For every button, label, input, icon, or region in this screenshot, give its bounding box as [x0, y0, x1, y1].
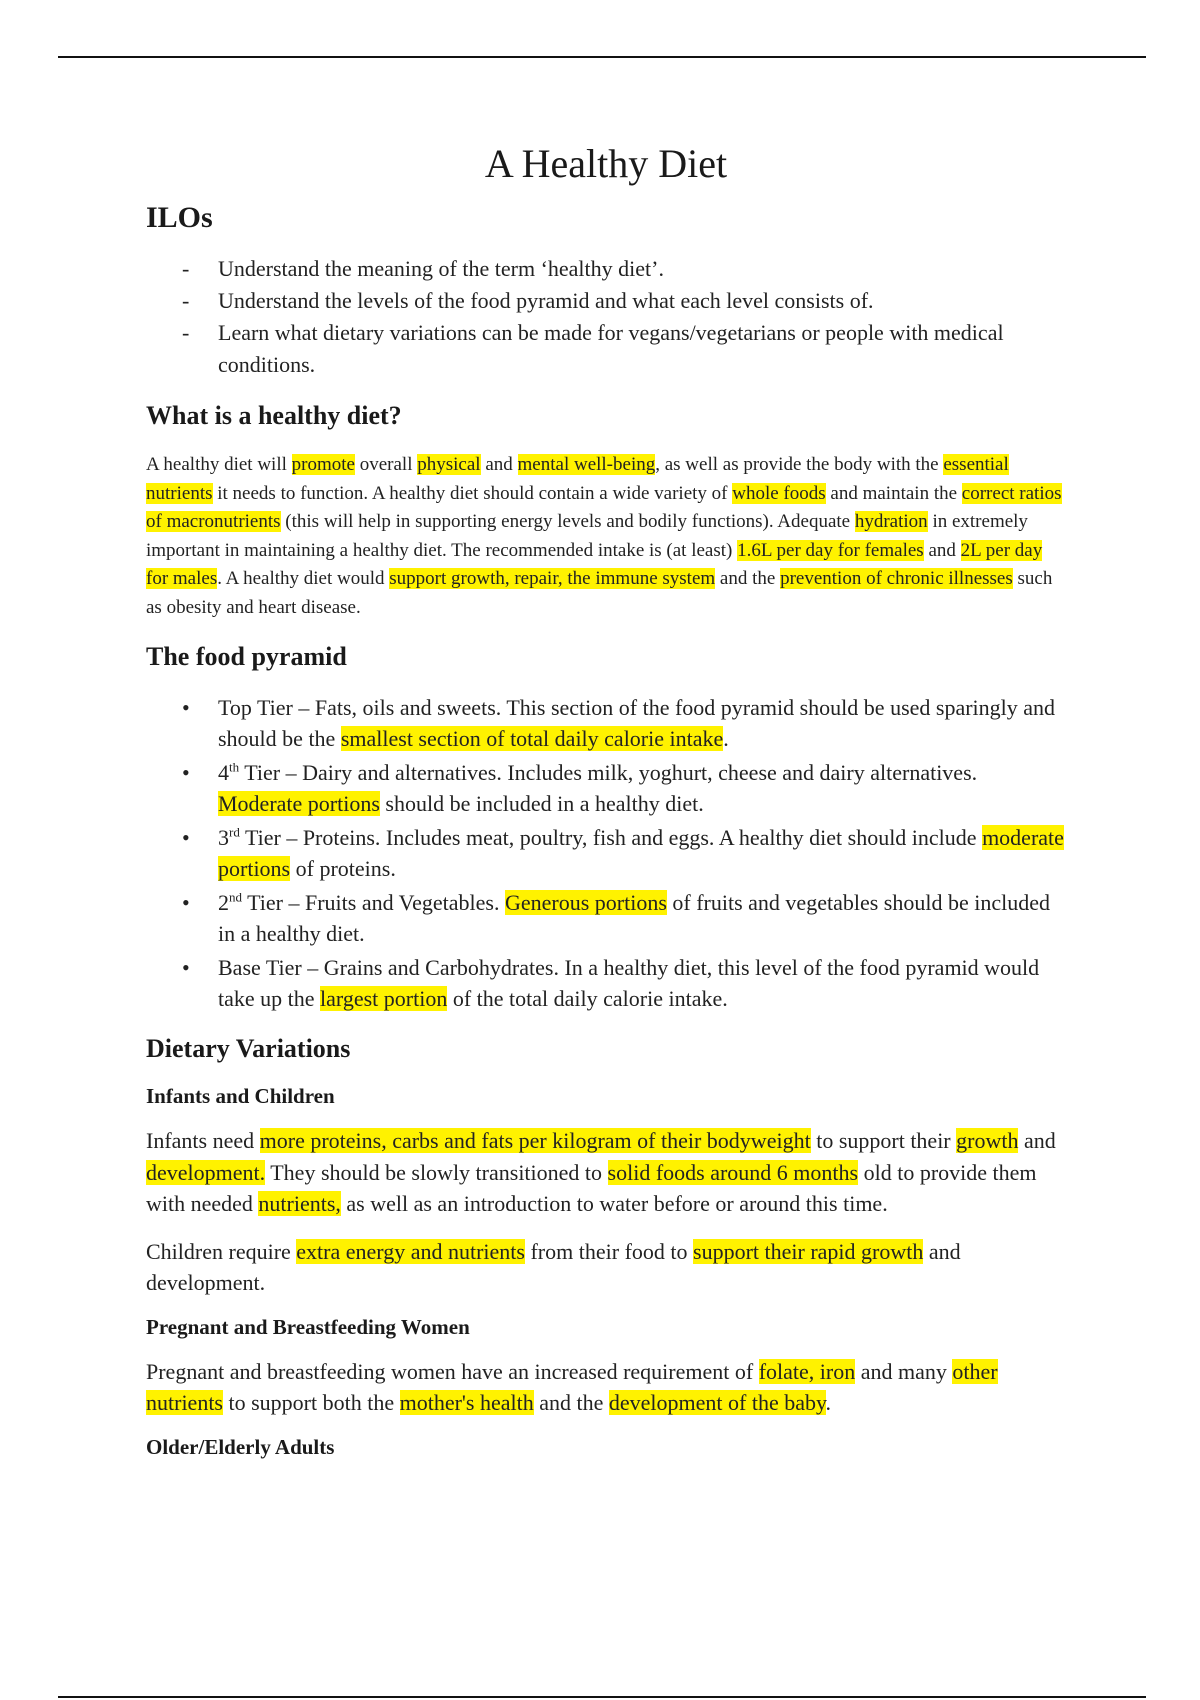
highlighted-text: other nutrients	[146, 1358, 998, 1415]
highlighted-text: folate, iron	[758, 1358, 856, 1384]
highlighted-text: hydration	[854, 511, 928, 532]
text-run: Tier – Fruits and Vegetables.	[242, 890, 505, 915]
text-run: to support both the	[223, 1390, 400, 1415]
text-run: Children require	[146, 1238, 297, 1264]
ilos-item: - Understand the meaning of the term ‘healthy diet’.	[218, 253, 1066, 285]
highlighted-text: essential nutrients	[146, 454, 1009, 504]
highlighted-text: Moderate portions	[218, 791, 380, 816]
text-run: and development.	[146, 1238, 961, 1295]
highlighted-text: growth	[956, 1128, 1019, 1153]
text-run: overall	[354, 454, 418, 475]
pyramid-tier-item	[218, 757, 1066, 819]
text-run: Infants need	[146, 1128, 260, 1153]
food-pyramid-heading: The food pyramid	[146, 642, 347, 671]
highlighted-text: extra energy and nutrients	[296, 1238, 525, 1264]
highlighted-text: whole foods	[732, 482, 826, 504]
text-run: 4	[218, 760, 229, 785]
dietary-variations-heading: Dietary Variations	[146, 1034, 351, 1063]
older-adults-heading: Older/Elderly Adults	[146, 1434, 335, 1459]
healthy-diet-heading: What is a healthy diet?	[146, 401, 402, 430]
highlighted-text: physical	[417, 454, 481, 475]
pyramid-tier-item	[218, 822, 1066, 884]
text-run: Tier – Dairy and alternatives. Includes milk, yoghurt, cheese and dairy alternatives.	[239, 760, 978, 785]
document-page	[146, 140, 1066, 1476]
pyramid-tier-item	[218, 692, 1066, 754]
highlighted-text: nutrients,	[258, 1191, 341, 1216]
text-run: of fruits and vegetables should be included in a healthy diet.	[218, 890, 1050, 946]
text-run: such as obesity and heart disease.	[146, 568, 1053, 618]
text-run: in extremely important in maintaining a healthy diet. The recommended intake is (at least)	[146, 511, 1028, 561]
highlighted-text: promote	[291, 454, 355, 475]
highlighted-text: mother's health	[399, 1390, 534, 1415]
highlighted-text: support their rapid growth	[693, 1238, 924, 1264]
highlighted-text: prevention of chronic illnesses	[780, 568, 1013, 589]
highlighted-text: solid foods around 6 months	[607, 1159, 859, 1185]
ilos-heading: ILOs	[146, 201, 213, 234]
text-run: of proteins.	[290, 856, 396, 881]
highlighted-text: development of the baby	[608, 1390, 826, 1415]
infants-paragraph	[146, 1125, 1066, 1220]
pyramid-tier-item	[218, 887, 1066, 949]
text-run: Base Tier – Grains and Carbohydrates. In a healthy diet, this level of the food pyramid would take up the	[218, 955, 1040, 1011]
text-run: and	[923, 539, 961, 561]
text-run: and	[480, 454, 518, 475]
food-pyramid-list	[146, 692, 1066, 1014]
pyramid-tier-item	[218, 952, 1066, 1014]
ordinal-suffix: rd	[229, 824, 240, 840]
highlighted-text: largest portion	[320, 986, 448, 1011]
text-run: .	[825, 1390, 832, 1415]
infants-heading: Infants and Children	[146, 1084, 335, 1108]
ilos-list	[146, 253, 1066, 381]
text-run: They should be slowly transitioned to	[265, 1159, 608, 1185]
text-run: 2	[218, 890, 229, 915]
highlighted-text: smallest section of total daily calorie intake	[340, 726, 724, 751]
pregnant-heading: Pregnant and Breastfeeding Women	[146, 1314, 470, 1339]
highlighted-text: moderate portions	[218, 825, 1064, 881]
highlighted-text: correct ratios of macronutrients	[146, 482, 1062, 532]
text-run: of the total daily calorie intake.	[447, 986, 728, 1011]
text-run: and	[1018, 1128, 1056, 1153]
pregnant-paragraph	[146, 1356, 1066, 1419]
highlighted-text: mental well-being	[517, 454, 656, 475]
text-run: . A healthy diet would	[217, 568, 390, 589]
highlighted-text: 1.6L per day for females	[737, 539, 924, 561]
ilos-item: - Learn what dietary variations can be made for vegans/vegetarians or people with medical conditions.	[218, 317, 1066, 381]
text-run: as well as an introduction to water before or around this time.	[340, 1191, 888, 1216]
text-run: (this will help in supporting energy levels and bodily functions). Adequate	[280, 511, 855, 532]
ilos-item: - Understand the levels of the food pyramid and what each level consists of.	[218, 285, 1066, 317]
text-run: .	[723, 726, 729, 751]
text-run: Tier – Proteins. Includes meat, poultry, fish and eggs. A healthy diet should include	[239, 825, 983, 850]
healthy-diet-paragraph	[146, 451, 1066, 622]
text-run: A healthy diet will	[146, 454, 292, 475]
text-run: it needs to function. A healthy diet should contain a wide variety of	[212, 482, 733, 504]
text-run: old to provide them with needed	[146, 1159, 1037, 1216]
text-run: should be included in a healthy diet.	[379, 791, 704, 816]
text-run: from their food to	[524, 1238, 694, 1264]
footer-rule	[58, 1696, 1146, 1698]
children-paragraph	[146, 1236, 1066, 1299]
text-run: and the	[533, 1390, 609, 1415]
text-run: to support their	[810, 1128, 957, 1153]
highlighted-text: support growth, repair, the immune system	[389, 568, 716, 589]
text-run: 3	[218, 825, 229, 850]
text-run: Pregnant and breastfeeding women have an increased requirement of	[146, 1358, 759, 1384]
highlighted-text: development.	[146, 1159, 266, 1185]
text-run: and many	[855, 1358, 953, 1384]
highlighted-text: Generous portions	[504, 890, 667, 915]
header-rule	[58, 56, 1146, 58]
document-title: A Healthy Diet	[484, 141, 728, 186]
ordinal-suffix: nd	[229, 889, 242, 905]
text-run: and the	[715, 568, 781, 589]
text-run: Top Tier – Fats, oils and sweets. This section of the food pyramid should be used sparingly and should be the	[218, 695, 1056, 751]
text-run: , as well as provide the body with the	[655, 454, 944, 475]
highlighted-text: more proteins, carbs and fats per kilogram of their bodyweight	[259, 1128, 811, 1153]
text-run: and maintain the	[825, 482, 962, 504]
highlighted-text: 2L per day for males	[146, 539, 1043, 589]
ordinal-suffix: th	[229, 759, 240, 775]
